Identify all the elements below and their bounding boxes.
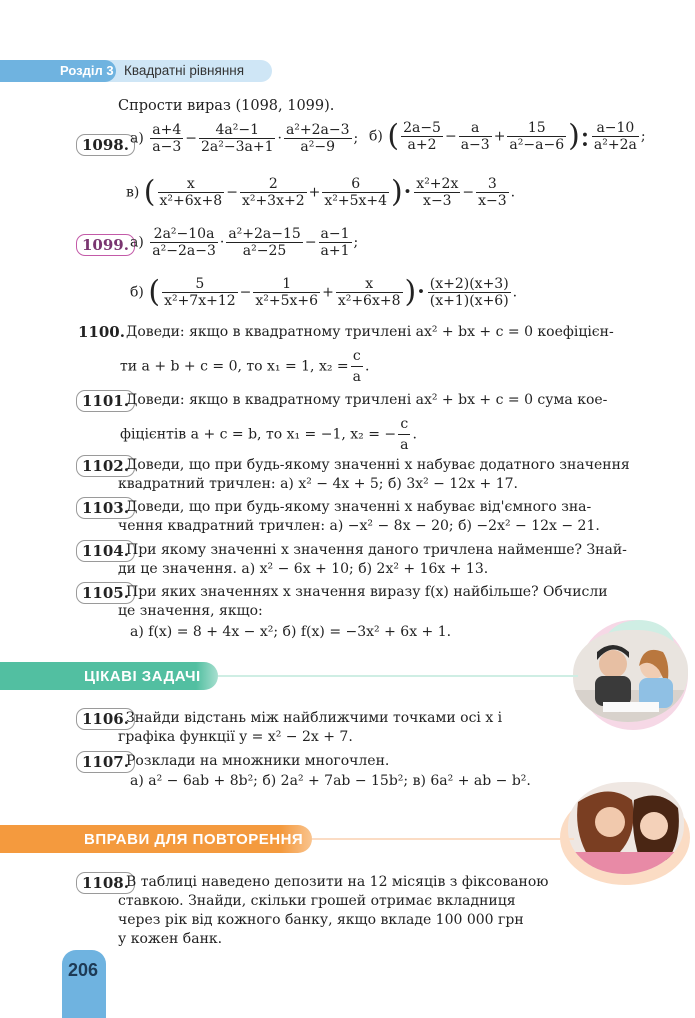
problem-1105-line1: При яких значеннях x значення виразу f(x) найбільше? Обчисли <box>126 584 608 600</box>
problem-number-1106: 1106. <box>76 708 135 730</box>
problem-1108-line4: у кожен банк. <box>118 931 223 947</box>
problem-1107-line1: Розклади на множники многочлен. <box>126 753 390 769</box>
problem-number-1103: 1103. <box>76 497 135 519</box>
problem-1103-line1: Доведи, що при будь-якому значенні x набуває від'ємного зна- <box>126 499 592 515</box>
problem-1098-c: в) ( $\frac{x}{\text{x²+6x+8}}$ − $\frac{2}{\text{x²+3x+2}}$ + $\frac{6}{\text{x²+5x+4}}$ )· $\frac{\text{x²+2x}}{x-3}$ − $\frac{3}{x-3}$ . <box>126 174 516 210</box>
problem-1099-a: а) $\frac{\text{2a²−10a}}{\text{a²−2a−3}}$ · $\frac{\text{a²+2a−15}}{\text{a²−25}}$ − $\frac{a-1}{a+1}$ ; <box>130 226 359 259</box>
problem-1104-line2: ди це значення. а) x² − 6x + 10; б) 2x² + 16x + 13. <box>118 561 489 577</box>
problem-1103-line2: чення квадратний тричлен: а) −x² − 8x − 20; б) −2x² − 12x − 21. <box>118 518 600 534</box>
problem-number-1102: 1102. <box>76 455 135 477</box>
problem-number-1107: 1107. <box>76 751 135 773</box>
chapter-title: Квадратні рівняння <box>124 63 245 78</box>
section-interesting-line <box>218 675 578 677</box>
section-review-title: ВПРАВИ ДЛЯ ПОВТОРЕННЯ <box>84 831 304 848</box>
intro-text: Спрости вираз (1098, 1099). <box>118 98 335 114</box>
problem-1108-line2: ставкою. Знайди, скільки грошей отримає вкладниця <box>118 893 516 909</box>
page-number: 206 <box>68 960 99 980</box>
problem-1106-line2: графіка функції y = x² − 2x + 7. <box>118 729 353 745</box>
problem-number-1101: 1101. <box>76 390 135 412</box>
section-review-line <box>312 838 574 840</box>
problem-1105-line2: це значення, якщо: <box>118 603 263 619</box>
problem-number-1108: 1108. <box>76 872 135 894</box>
problem-1107-line2: а) a² − 6ab + 8b²; б) 2a² + 7ab − 15b²; в) 6a² + ab − b². <box>130 773 531 789</box>
problem-1106-line1: Знайди відстань між найближчими точками осі x і <box>126 710 503 726</box>
problem-1100-line1: Доведи: якщо в квадратному тричлені ax² + bx + c = 0 коефіцієн- <box>126 324 614 340</box>
problem-number-1105: 1105. <box>76 582 135 604</box>
problem-1099-b: б) ( $\frac{5}{\text{x²+7x+12}}$ − $\frac{1}{\text{x²+5x+6}}$ + $\frac{x}{\text{x²+6x+8}}$ )· $\frac{(x+2)(x+3)}{(x+1)(x+6)}$ . <box>130 274 518 310</box>
problem-1101-line1: Доведи: якщо в квадратному тричлені ax² + bx + c = 0 сума кое- <box>126 392 608 408</box>
problem-1102-line2: квадратний тричлен: а) x² − 4x + 5; б) 3x² − 12x + 17. <box>118 476 518 492</box>
chapter-label-text: Розділ 3 <box>60 63 114 78</box>
section-review-banner <box>0 825 312 853</box>
problem-number-1099: 1099. <box>76 234 135 256</box>
section-interesting-title: ЦІКАВІ ЗАДАЧІ <box>84 668 201 685</box>
problem-1098-a: а) $\frac{a+4}{a-3}$ − $\frac{\text{4a²−1}}{\text{2a²−3a+1}}$ · $\frac{\text{a²+2a−3}}{\text{a²−9}}$ ; <box>130 122 359 155</box>
problem-1102-line1: Доведи, що при будь-якому значенні x набуває додатного значення <box>126 457 630 473</box>
problem-number-1098: 1098. <box>76 134 135 156</box>
problem-1108-line1: В таблиці наведено депозити на 12 місяців з фіксованою <box>126 874 549 890</box>
problem-1104-line1: При якому значенні x значення даного тричлена найменше? Знай- <box>126 542 627 558</box>
problem-1098-b: б) ( $\frac{2a-5}{a+2}$ − $\frac{a}{a-3}$ + $\frac{15}{\text{a²−a−6}}$ ): $\frac{a-10}{\text{a²+2a}}$ ; <box>369 118 646 154</box>
problem-1101-line2: фіцієнтів a + c = b, то x₁ = −1, x₂ = − $\frac{c}{a}$ . <box>120 416 417 453</box>
problem-1108-line3: через рік від кожного банку, якщо вкладе 100 000 грн <box>118 912 524 928</box>
problem-1100-line2: ти a + b + c = 0, то x₁ = 1, x₂ = $\frac{c}{a}$ . <box>120 348 370 385</box>
section-interesting-banner <box>0 662 218 690</box>
problem-number-1104: 1104. <box>76 540 135 562</box>
problem-number-1100: 1100. <box>78 322 130 342</box>
problem-1105-line3: а) f(x) = 8 + 4x − x²; б) f(x) = −3x² + 6x + 1. <box>130 624 452 640</box>
